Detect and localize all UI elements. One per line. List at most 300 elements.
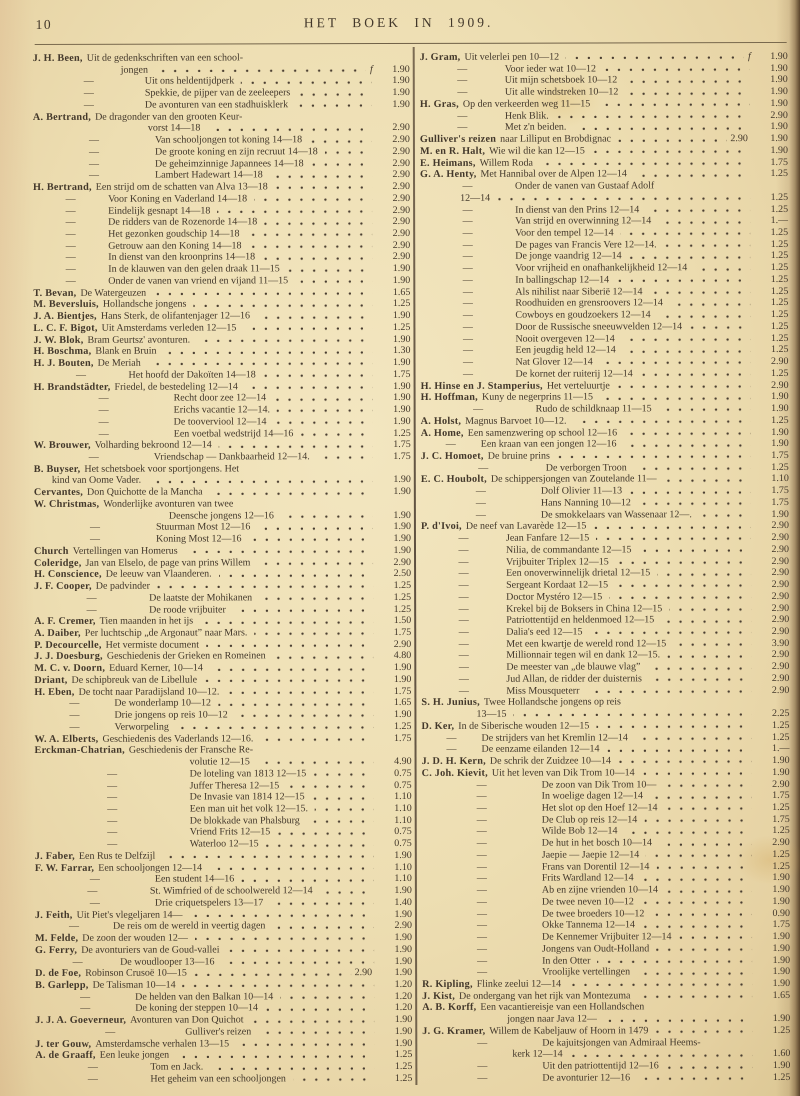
price: 1.25 [393, 427, 411, 439]
dot-leader [277, 832, 373, 835]
dot-leader [596, 725, 751, 728]
book-title: Henk Blik. [504, 110, 549, 122]
book-title: Kuny de negerprins 11—15 [481, 391, 593, 404]
catalog-line [420, 286, 788, 299]
book-title: Deensche jongens 12—16 [168, 509, 274, 522]
price: 1.25 [772, 848, 790, 860]
author-name: H. Gras, [419, 98, 459, 110]
price: 1.90 [772, 755, 790, 767]
price: 1.90 [393, 544, 412, 556]
ditto-dash: — [72, 956, 83, 968]
book-title: Voor Koning en Vaderland 14—18 [108, 193, 248, 205]
dot-leader [656, 948, 752, 951]
dot-leader [607, 749, 752, 752]
catalog-line [421, 462, 789, 475]
dot-leader [637, 972, 752, 975]
price: 1.90 [394, 1014, 413, 1026]
catalog-line [422, 1001, 790, 1014]
price: 1.25 [772, 825, 790, 837]
ditto-dash: — [458, 650, 469, 662]
ditto-dash: — [98, 404, 109, 416]
book-title: Hollandsche jongens [102, 298, 187, 311]
book-title: In ballingschap 12—14 [515, 274, 610, 286]
book-title: Bram Geurtsz' avonturen. [87, 334, 191, 346]
book-title: Frits Wardland 12—14 [541, 872, 634, 885]
price: 1.90 [394, 1025, 413, 1037]
catalog-line [422, 1060, 790, 1073]
book-title: Uit Piet's vlegeljaren 14— [76, 909, 183, 921]
dot-leader [190, 914, 374, 917]
catalog-line [421, 426, 789, 439]
price: 1.25 [394, 1072, 413, 1084]
catalog-line [34, 592, 411, 605]
author-name: Coleridge, [34, 557, 82, 569]
dot-leader [513, 714, 751, 718]
ditto-dash: — [457, 63, 468, 75]
catalog-line [422, 1037, 790, 1050]
dot-leader [597, 103, 750, 106]
ditto-dash: — [98, 428, 109, 440]
dot-leader [658, 315, 751, 318]
book-title: De smokkelaars van Wassenaar 12—. [540, 508, 692, 521]
dot-leader [226, 691, 373, 694]
book-title: Rudo de schildknaap 11—15 [535, 403, 652, 415]
book-title: Roodhuiden en grensroovers 12—14 [515, 297, 663, 310]
book-title: Ab en zijne vrienden 10—14 [541, 884, 659, 896]
dot-leader [236, 1043, 374, 1046]
dot-leader [570, 1054, 753, 1057]
book-title: De padvinder [95, 580, 150, 592]
book-title: vorst 14—18 [147, 122, 201, 135]
book-title: De zoon van Dik Trom 10— [541, 778, 657, 791]
dot-leader [646, 209, 750, 212]
price: 1.90 [394, 1037, 413, 1049]
price: 0.90 [772, 907, 790, 919]
dot-leader [206, 644, 373, 647]
price: 1.25 [772, 1071, 791, 1083]
price: 1.90 [772, 977, 791, 990]
catalog-line [35, 1002, 412, 1015]
price: 1.90 [394, 967, 413, 979]
book-title: De pages van Francis Vere 12—14. [515, 239, 657, 251]
dot-leader [295, 104, 372, 107]
ditto-dash: — [476, 849, 487, 861]
dot-leader [217, 210, 372, 213]
dot-leader [194, 973, 351, 976]
catalog-line [35, 991, 412, 1004]
right-column [420, 51, 791, 1085]
dot-leader [247, 233, 373, 236]
left-column [33, 52, 413, 1086]
book-title: De kajuitsjongen van Admiraal Heems- [542, 1036, 701, 1049]
dot-leader [615, 584, 751, 587]
price: 1.90 [770, 144, 788, 156]
catalog-line [35, 744, 412, 757]
catalog-line [34, 533, 411, 546]
price: 2.90 [771, 625, 790, 638]
book-title: Frans van Dorentil 12—14 [541, 861, 650, 873]
dot-leader [204, 679, 373, 682]
ditto-dash: — [107, 780, 118, 792]
ditto-dash: — [458, 544, 469, 556]
catalog-line [420, 215, 788, 228]
catalog-line [35, 1026, 412, 1039]
book-title: Jongens van Oudt-Holland [542, 943, 650, 955]
price: 1.25 [770, 309, 789, 321]
dot-leader [635, 737, 752, 740]
catalog-line [420, 344, 788, 357]
book-title: Amsterdamsche verhalen 13—15 [95, 1038, 230, 1050]
book-title: De twee broeders 10—12 [541, 907, 645, 920]
catalog-line [34, 545, 411, 558]
price: 1.25 [771, 731, 790, 743]
book-title: Blank en Bruin [95, 345, 157, 358]
dot-leader [176, 1055, 374, 1059]
author-name: M. Felde, [35, 932, 79, 945]
book-title: Een onoverwinnelijk drietal 12—15 [506, 567, 651, 580]
catalog-line [421, 708, 789, 721]
book-title: Eindelijk gesnapt 14—18 [108, 205, 211, 217]
book-title: Sergeant Kordaat 12—15 [506, 579, 609, 591]
catalog-line [422, 1013, 790, 1026]
ditto-dash: — [69, 721, 80, 733]
price: 1.75 [393, 439, 411, 451]
book-title: St. Wimfried of de schoolwereld 12—14 [149, 885, 313, 897]
catalog-line [421, 485, 789, 498]
price: 1.90 [394, 908, 412, 920]
catalog-line [422, 919, 790, 932]
catalog-line [35, 780, 412, 793]
book-title: Volharding bekroond 12—14 [94, 439, 212, 452]
book-title: Jud Allan, de ridder der duisternis [506, 673, 642, 685]
book-title: Okke Tannema 12—14 [541, 919, 635, 931]
ditto-dash: — [475, 497, 486, 509]
ditto-dash: — [89, 170, 100, 182]
catalog-line [422, 755, 790, 768]
catalog-line [35, 920, 412, 933]
ditto-dash: — [463, 368, 474, 380]
price: 0.75 [394, 767, 412, 779]
catalog-line [421, 579, 789, 592]
book-title: De roode vrijbuiter [149, 603, 226, 616]
price: 2.90 [771, 684, 790, 696]
ditto-dash: — [89, 522, 100, 534]
ditto-dash: — [462, 321, 473, 333]
book-title: Een vacantiereisje van een Hollandschen [480, 1001, 645, 1014]
author-name: A. Bertrand, [32, 111, 92, 123]
ditto-dash: — [83, 88, 94, 100]
price: 2.90 [771, 567, 790, 579]
dot-leader [155, 69, 366, 73]
book-title: Wie wil die kan 12—15 [489, 145, 585, 157]
book-title: Vriendschap — Dankbaarheid 12—14. [153, 451, 310, 463]
book-title: De avonturiers van de Goud-vallei [81, 944, 220, 956]
book-title: Tien maanden in het ijs [99, 615, 194, 628]
book-title: Het verteluurtje [546, 380, 610, 392]
ditto-dash: — [458, 603, 469, 615]
book-title: Gulliver's reizen [185, 1026, 252, 1038]
book-title: kind van Oome Vader. [51, 475, 142, 487]
author-name: J. W. Blok, [33, 334, 84, 346]
book-title: 13—15 [476, 708, 507, 720]
catalog-line [421, 649, 789, 662]
dot-leader [200, 621, 373, 624]
price: 1.90 [770, 133, 788, 145]
dot-leader [568, 983, 752, 986]
ditto-dash: — [458, 532, 469, 544]
dot-leader [251, 1020, 375, 1023]
dot-leader [176, 726, 374, 730]
price: 1.10 [394, 861, 412, 873]
catalog-line [33, 287, 410, 300]
ditto-dash: — [462, 286, 473, 298]
price: 1.75 [771, 496, 789, 508]
price: 1.90 [394, 932, 413, 944]
catalog-line [35, 897, 412, 910]
ditto-dash: — [476, 837, 487, 850]
book-title: Per luchtschip „de Argonaut” naar Mars. [84, 627, 248, 639]
price: 1.20 [394, 1002, 413, 1014]
book-title: Vroolijke vertellingen [542, 966, 631, 978]
dot-leader [540, 162, 750, 166]
price: 1.25 [393, 580, 412, 592]
catalog-line [33, 146, 410, 159]
book-title: Verworpeling [114, 721, 169, 733]
ditto-dash: — [458, 591, 469, 603]
price: 2.90 [771, 520, 789, 532]
price: 1.90 [772, 1060, 791, 1072]
dot-leader [275, 187, 372, 190]
ditto-dash: — [107, 815, 118, 827]
dot-leader [257, 316, 372, 319]
ditto-dash: — [457, 110, 468, 122]
catalog-line [33, 310, 410, 323]
price: 2.90 [392, 192, 411, 204]
dot-leader [272, 926, 374, 929]
book-title: Uit alle windstreken 10—12 [504, 86, 619, 98]
catalog-line [422, 872, 790, 885]
catalog-line [33, 345, 410, 358]
book-title: Erichs vacantie 12—14. [173, 404, 271, 416]
price: 1.10 [394, 814, 412, 826]
catalog-line [34, 721, 411, 734]
catalog-line [33, 322, 410, 335]
catalog-line [421, 614, 789, 627]
book-title: Hans Sterk, de olifantenjager 12—16 [100, 310, 251, 322]
book-title: Van strijd en overwinning 12—14 [515, 215, 652, 227]
price: 1.10 [394, 802, 412, 815]
catalog-line [420, 309, 788, 322]
price: 1.65 [772, 989, 791, 1001]
book-title: In de klauwen van den gelen draak 11—15 [108, 263, 280, 275]
catalog-line [35, 862, 412, 875]
catalog-line [35, 885, 412, 898]
book-title: Het slot op den Hoef 12—14 [541, 802, 658, 814]
author-name: Driant, [34, 674, 68, 686]
catalog-line [421, 732, 789, 745]
catalog-line [422, 908, 790, 921]
price: 1.90 [772, 884, 790, 896]
catalog-line [421, 497, 789, 510]
price: 2.90 [771, 649, 790, 661]
ditto-dash: — [80, 1003, 91, 1015]
book-title: Jean Fanfare 12—15 [505, 532, 590, 544]
price: 1.90 [772, 954, 791, 966]
catalog-line [33, 251, 410, 264]
author-name: L. C. F. Bigot, [33, 322, 98, 334]
ditto-dash: — [458, 579, 469, 591]
dot-leader [183, 984, 375, 988]
dot-leader [311, 163, 372, 166]
catalog-line [35, 1049, 412, 1062]
dot-leader [616, 279, 750, 282]
ditto-dash: — [68, 921, 80, 933]
dot-leader [320, 891, 374, 894]
dot-leader [651, 913, 752, 916]
book-title: De schippersjongen van Zoutelande 11— [490, 473, 657, 486]
ditto-dash: — [107, 768, 118, 780]
price: 1.90 [393, 486, 411, 498]
catalog-line [35, 1038, 412, 1051]
dot-leader [659, 843, 752, 846]
ditto-dash: — [65, 228, 76, 240]
catalog-line [35, 1014, 412, 1027]
catalog-line [35, 932, 412, 945]
book-title: Stuurman Most 12—16 [155, 521, 251, 534]
price: 1.90 [393, 533, 411, 545]
dot-leader [254, 198, 372, 201]
book-title: Een leuke jongen [99, 1050, 170, 1062]
price: 1.30 [392, 345, 411, 357]
author-name: Erckman-Chatrian, [34, 745, 125, 757]
price: 1.75 [393, 368, 411, 380]
book-title: Flinke zeelui 12—14 [476, 978, 562, 990]
dot-leader [642, 772, 752, 775]
ditto-dash: — [477, 1072, 488, 1084]
ditto-dash: — [477, 955, 488, 967]
price: 1.75 [393, 626, 412, 639]
dot-leader [670, 303, 751, 306]
dot-leader [249, 245, 373, 248]
book-title: Krekel bij de Boksers in China 12—15 [506, 602, 663, 615]
author-name: H. Conscience, [34, 569, 102, 581]
author-name: A. F. Cremer, [34, 616, 96, 628]
dot-leader [162, 855, 374, 859]
book-title: De helden van den Balkan 10—14 [135, 991, 274, 1003]
catalog-line [422, 943, 790, 956]
price: 1.75 [770, 156, 789, 168]
catalog-line [34, 639, 411, 652]
ditto-dash: — [446, 732, 457, 744]
ditto-dash: — [458, 673, 469, 685]
dot-leader [678, 937, 752, 940]
catalog-line [34, 486, 411, 499]
price: 1.25 [393, 591, 412, 603]
dot-leader [641, 878, 752, 881]
dot-leader [573, 127, 749, 130]
ditto-dash: — [476, 884, 487, 896]
catalog-line [33, 181, 410, 194]
price: 1.75 [393, 685, 412, 697]
dot-leader [640, 373, 751, 376]
dot-leader [265, 1008, 374, 1011]
book-title: De groote koning en zijn recruut 14—18 [154, 146, 318, 158]
ditto-dash: — [105, 1026, 116, 1038]
catalog-line [33, 205, 410, 218]
price: 1.60 [772, 1048, 791, 1060]
ditto-dash: — [65, 193, 76, 205]
book-title: Een kraan van een jongen 12—16 [480, 438, 617, 451]
dot-leader [309, 140, 372, 143]
author-name: H. Bertrand, [33, 181, 92, 194]
author-name: A. de Graaff, [35, 1050, 96, 1062]
book-title: Het hoofd der Dakoïten 14—18 [128, 369, 256, 381]
dot-leader [689, 326, 750, 329]
catalog-line [422, 990, 790, 1003]
dot-leader [624, 831, 751, 834]
author-name: W. Christmas, [33, 498, 100, 510]
price: 1.90 [392, 75, 410, 87]
dot-leader [157, 585, 373, 589]
page-number: 10 [35, 16, 53, 32]
ditto-dash: — [87, 1073, 98, 1085]
dot-leader [195, 938, 374, 941]
book-title: Met z'n beiden. [504, 121, 567, 134]
catalog-line [34, 521, 411, 534]
price: 2.90 [771, 672, 790, 684]
author-name: A. Home, [420, 427, 464, 439]
ditto-dash: — [76, 369, 87, 381]
author-name: H. J. Bouten, [33, 357, 94, 370]
book-title: Koning Most 12—16 [155, 533, 242, 545]
dot-leader [699, 514, 751, 517]
catalog-line [420, 250, 788, 263]
price: 1.90 [772, 766, 790, 778]
ditto-dash: — [462, 345, 473, 357]
catalog-line [35, 756, 412, 769]
catalog-line [33, 87, 410, 100]
catalog-line [420, 227, 788, 240]
florin-symbol: f [747, 51, 751, 63]
dot-leader [222, 961, 375, 964]
book-title: De tooverviool 12—14 [173, 416, 267, 428]
dot-leader [258, 1031, 374, 1034]
catalog-line [421, 661, 789, 674]
catalog-line [421, 391, 789, 404]
catalog-line [420, 110, 788, 123]
book-title: De schipbreuk van de Libellule [71, 674, 198, 686]
book-title: De leeuw van Vlaanderen. [105, 568, 212, 581]
dot-leader [622, 338, 751, 341]
book-title: Recht door zee 12—14 [173, 392, 267, 404]
book-title: Doctor Mystéro 12—15 [506, 591, 603, 603]
dot-leader [317, 456, 373, 459]
ditto-dash: — [476, 861, 487, 873]
book-title: De blokkade van Phalsburg [189, 814, 300, 827]
book-title: De wonderlamp 10—12 [114, 697, 212, 710]
price: 1.25 [770, 332, 789, 344]
dot-leader [257, 761, 374, 764]
price: 1.25 [771, 719, 790, 731]
ditto-dash: — [462, 204, 473, 216]
catalog-line [420, 321, 788, 334]
author-name: C. Joh. Kievit, [421, 767, 488, 779]
price: 1.90 [393, 392, 411, 404]
book-title: Millionnair tegen wil en dank 12—15. [506, 649, 661, 662]
book-title: De koning der steppen 10—14 [135, 1002, 258, 1015]
catalog-line [421, 673, 789, 686]
book-title: Voor den tempel 12—14 [515, 227, 614, 239]
